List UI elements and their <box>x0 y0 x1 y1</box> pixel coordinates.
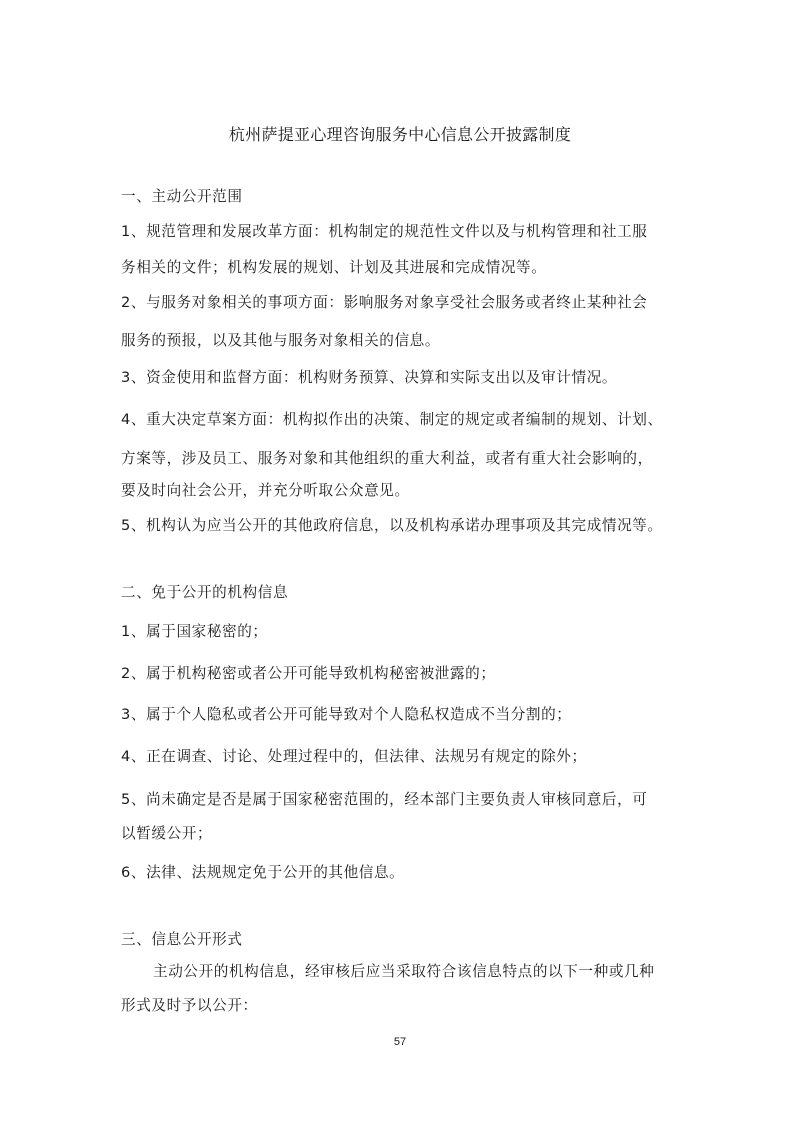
paragraph-line: 2、与服务对象相关的事项方面：影响服务对象享受社会服务或者终止某种社会 <box>121 294 648 311</box>
paragraph-line: 4、重大决定草案方面：机构拟作出的决策、制定的规定或者编制的规划、计划、 <box>121 411 663 428</box>
list-item: 2、属于机构秘密或者公开可能导致机构秘密被泄露的； <box>121 665 496 682</box>
list-item: 3、属于个人隐私或者公开可能导致对个人隐私权造成不当分割的； <box>121 706 572 723</box>
paragraph-line: 形式及时予以公开： <box>121 997 258 1014</box>
section-heading-2: 二、免于公开的机构信息 <box>121 584 289 601</box>
paragraph-line: 方案等，涉及员工、服务对象和其他组织的重大利益，或者有重大社会影响的， <box>121 450 653 467</box>
section-heading-3: 三、信息公开形式 <box>121 931 243 948</box>
paragraph-line: 服务的预报，以及其他与服务对象相关的信息。 <box>121 332 441 349</box>
paragraph-line: 5、机构认为应当公开的其他政府信息，以及机构承诺办理事项及其完成情况等。 <box>121 517 663 534</box>
paragraph-line: 3、资金使用和监督方面：机构财务预算、决算和实际支出以及审计情况。 <box>121 369 618 386</box>
paragraph-line: 1、规范管理和发展改革方面：机构制定的规范性文件以及与机构管理和社工服 <box>121 223 648 240</box>
paragraph-line: 要及时向社会公开，并充分听取公众意见。 <box>121 482 410 499</box>
list-item: 以暂缓公开； <box>121 825 213 842</box>
paragraph-line: 主动公开的机构信息，经审核后应当采取符合该信息特点的以下一种或几种 <box>153 963 655 980</box>
section-heading-1: 一、主动公开范围 <box>121 188 243 205</box>
page-number: 57 <box>393 1036 407 1048</box>
list-item: 1、属于国家秘密的； <box>121 623 268 640</box>
document-title: 杭州萨提亚心理咨询服务中心信息公开披露制度 <box>228 125 572 144</box>
list-item: 6、法律、法规规定免于公开的其他信息。 <box>121 864 405 881</box>
paragraph-line: 务相关的文件；机构发展的规划、计划及其进展和完成情况等。 <box>121 259 547 276</box>
list-item: 5、尚未确定是否是属于国家秘密范围的，经本部门主要负责人审核同意后，可 <box>121 791 648 808</box>
list-item: 4、正在调查、讨论、处理过程中的，但法律、法规另有规定的除外； <box>121 748 587 765</box>
